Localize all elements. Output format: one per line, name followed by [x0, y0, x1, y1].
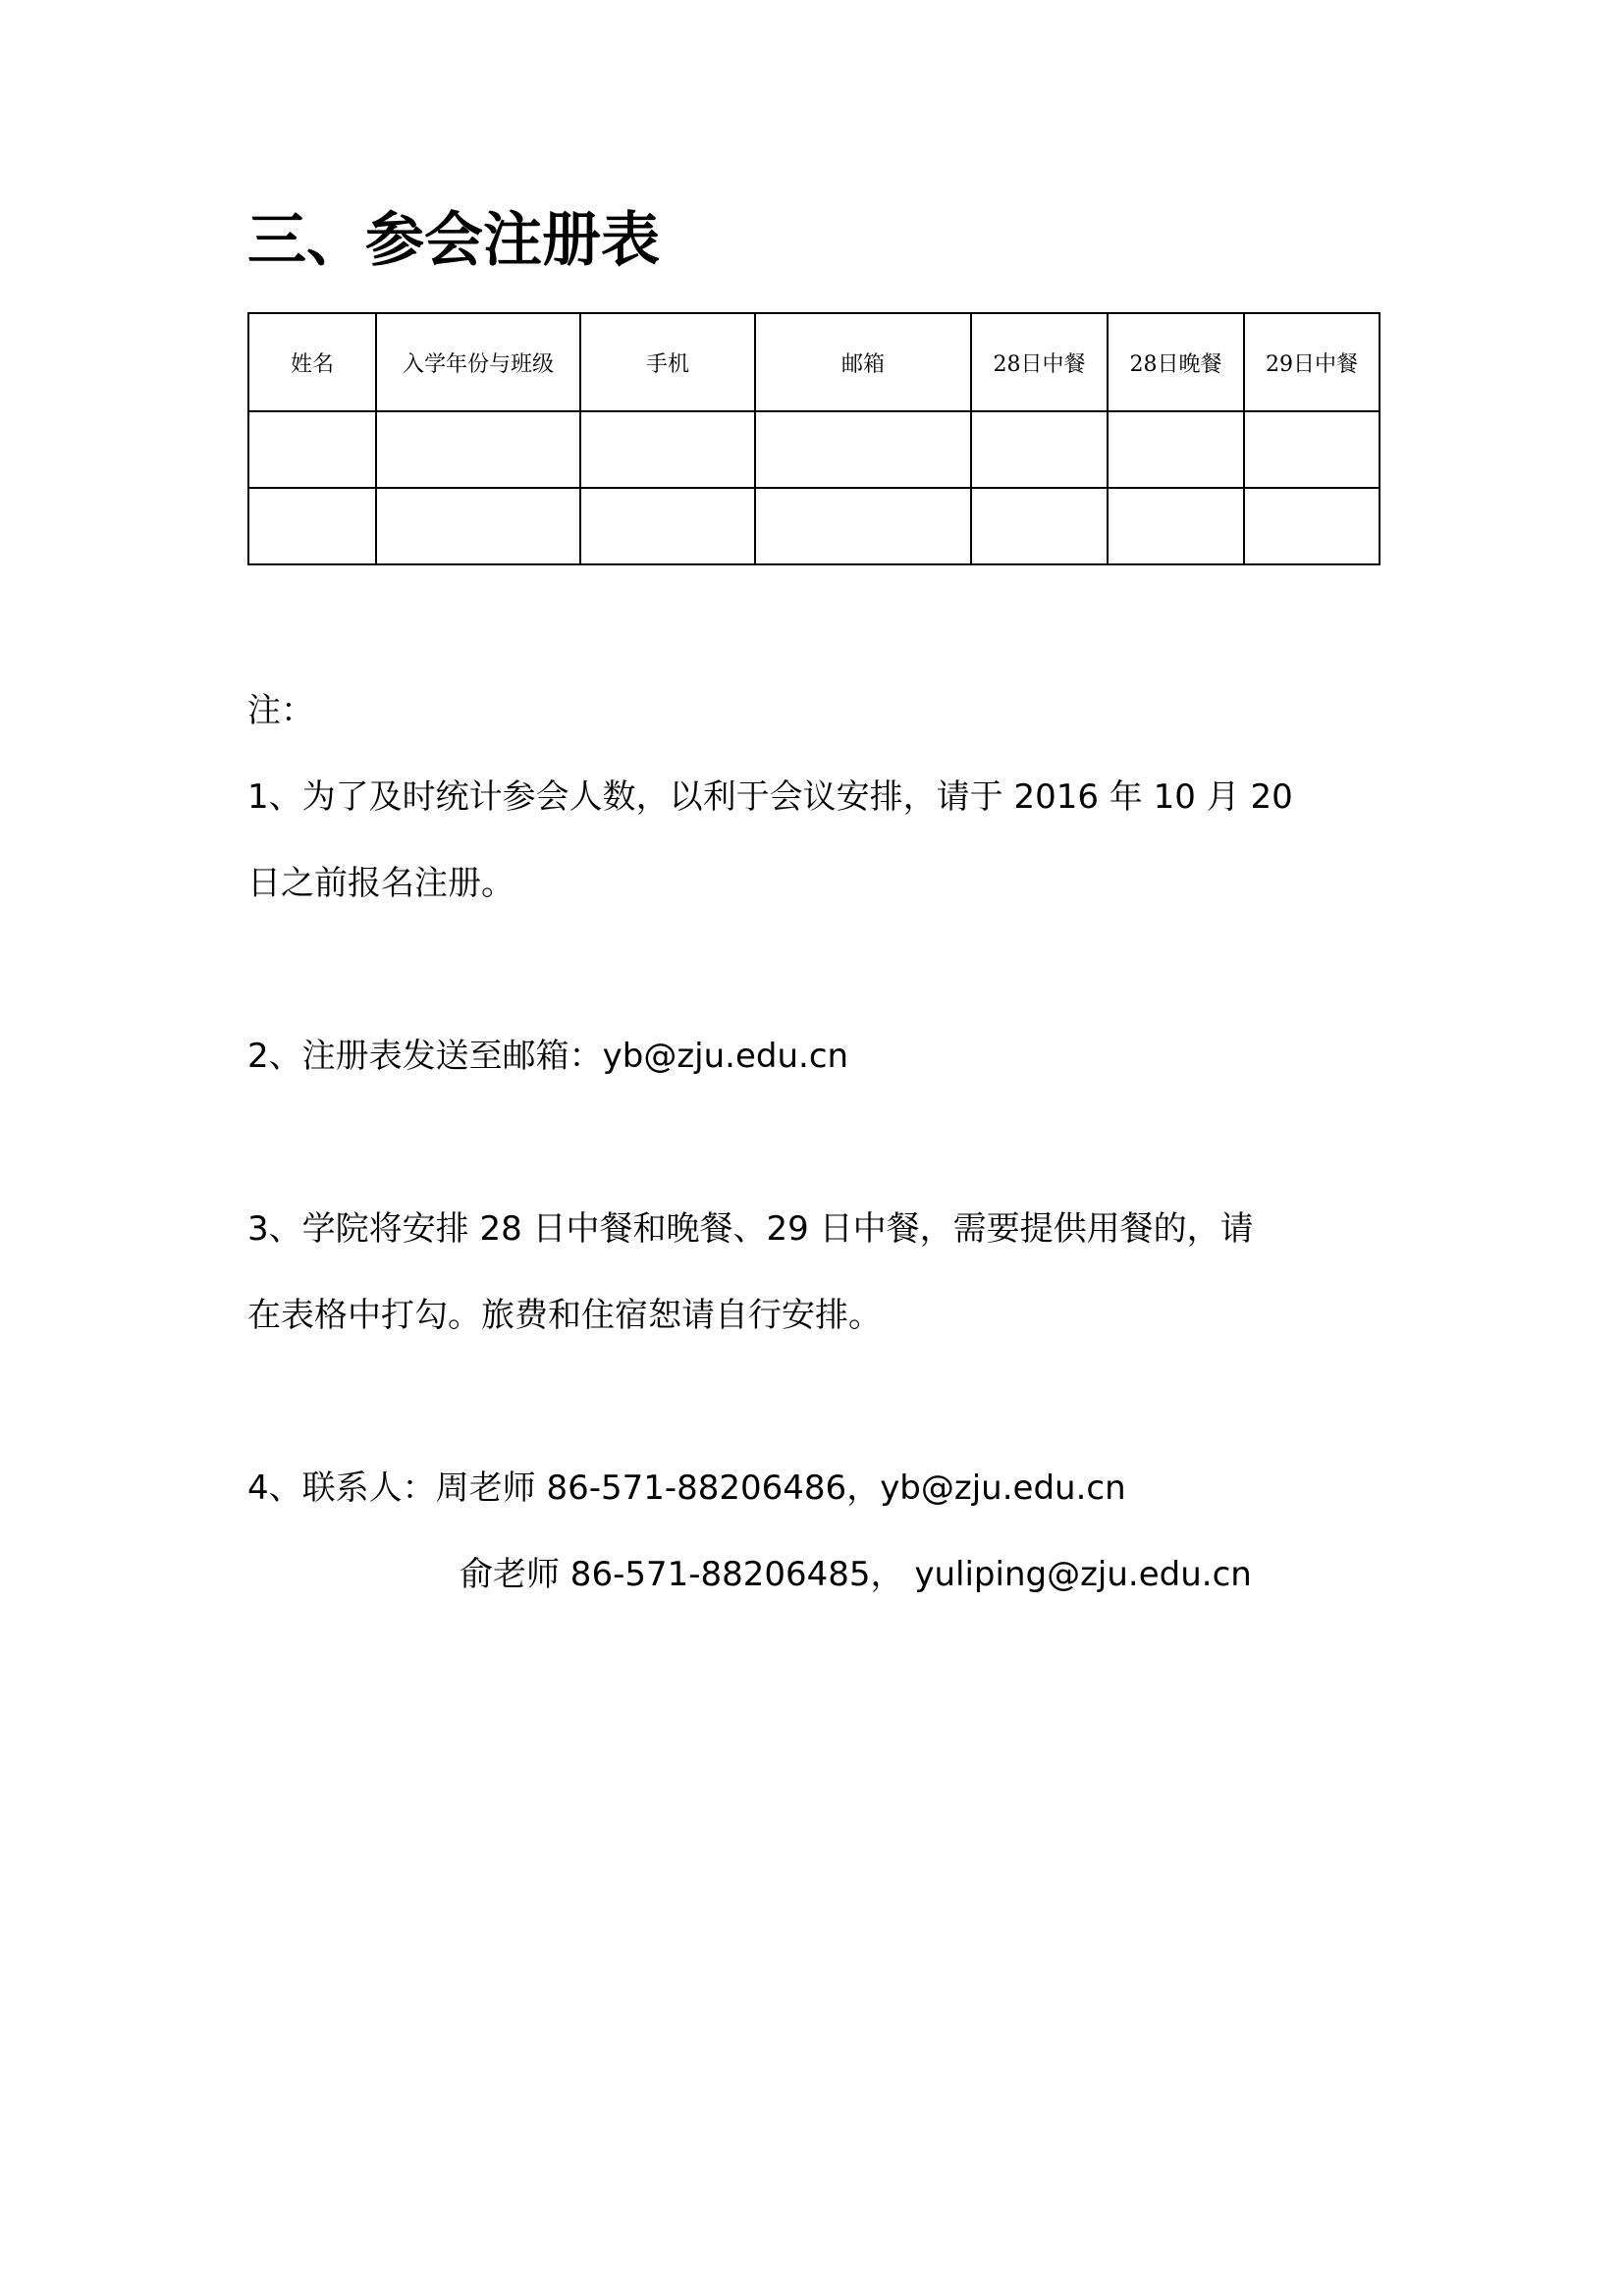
- table-cell[interactable]: [755, 488, 971, 564]
- table-cell[interactable]: [376, 488, 580, 564]
- note-4-line-2: 俞老师 86-571-88206485， yuliping@zju.edu.cn: [460, 1555, 1252, 1594]
- table-cell[interactable]: [1108, 411, 1244, 488]
- header-phone: 手机: [580, 313, 755, 411]
- header-enrollment-class: 入学年份与班级: [376, 313, 580, 411]
- table-row: [248, 411, 1380, 488]
- table-cell[interactable]: [1108, 488, 1244, 564]
- note-3-line-1: 3、学院将安排 28 日中餐和晚餐、29 日中餐，需要提供用餐的，请: [247, 1209, 1254, 1249]
- note-3-line-2: 在表格中打勾。旅费和住宿恕请自行安排。: [247, 1296, 882, 1335]
- table-cell[interactable]: [580, 411, 755, 488]
- table-cell[interactable]: [755, 411, 971, 488]
- page-title: 三、参会注册表: [247, 206, 660, 275]
- spacer: [247, 1359, 1386, 1445]
- table-row: [248, 488, 1380, 564]
- spacer: [247, 927, 1386, 1013]
- header-name: 姓名: [248, 313, 376, 411]
- header-email: 邮箱: [755, 313, 971, 411]
- note-1-line-2: 日之前报名注册。: [247, 864, 514, 903]
- table-cell[interactable]: [971, 488, 1108, 564]
- spacer: [247, 1099, 1386, 1186]
- note-2: 2、注册表发送至邮箱：yb@zju.edu.cn: [247, 1037, 849, 1076]
- header-28-dinner: 28日晚餐: [1108, 313, 1244, 411]
- table-cell[interactable]: [376, 411, 580, 488]
- note-4-line-1: 4、联系人：周老师 86-571-88206486，yb@zju.edu.cn: [247, 1468, 1126, 1508]
- table-cell[interactable]: [1244, 488, 1380, 564]
- registration-table: [247, 312, 1380, 565]
- table-cell[interactable]: [248, 411, 376, 488]
- header-28-lunch: 28日中餐: [971, 313, 1108, 411]
- notes-heading: 注：: [247, 691, 314, 730]
- notes-section: [247, 667, 1386, 1618]
- note-1-line-1: 1、为了及时统计参会人数，以利于会议安排，请于 2016 年 10 月 20: [247, 777, 1293, 817]
- table-header-row: [248, 313, 1380, 411]
- table-cell[interactable]: [580, 488, 755, 564]
- table-cell[interactable]: [971, 411, 1108, 488]
- table-cell[interactable]: [1244, 411, 1380, 488]
- header-29-lunch: 29日中餐: [1244, 313, 1380, 411]
- table-cell[interactable]: [248, 488, 376, 564]
